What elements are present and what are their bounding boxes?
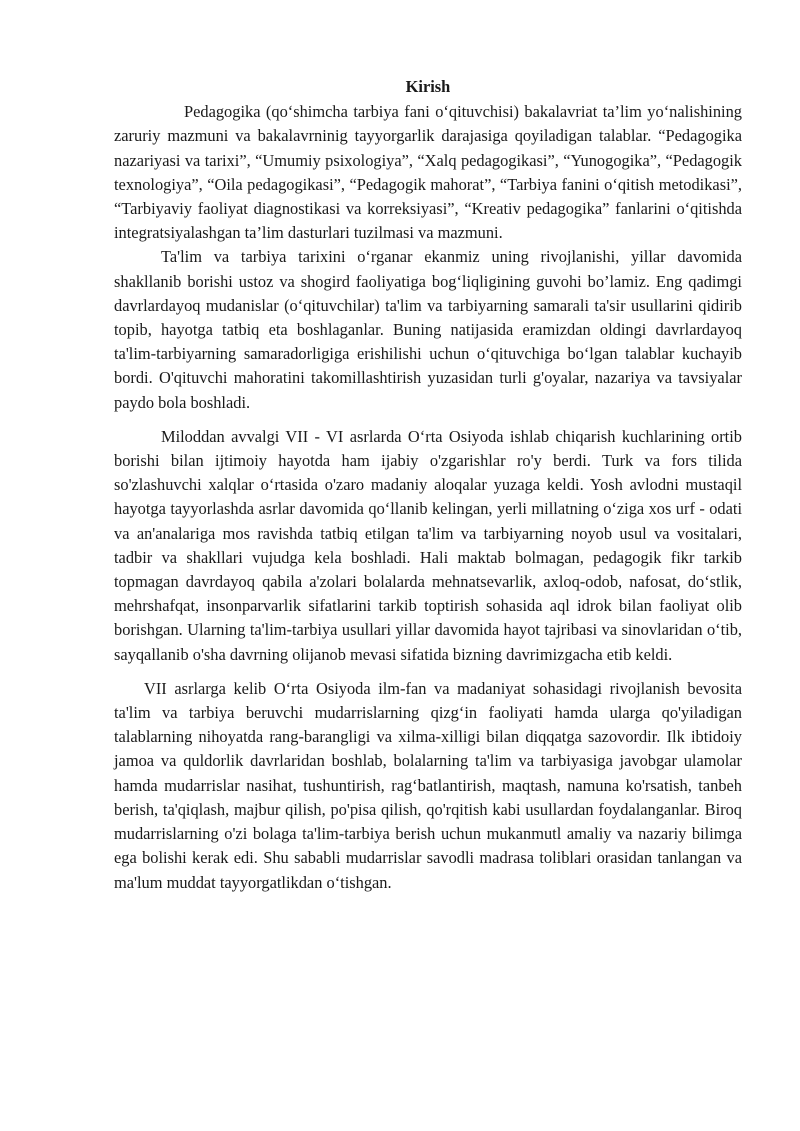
document-body: [114, 75, 742, 895]
paragraph-seventh-century: VII asrlarga kelib O‘rta Osiyoda ilm-fan va madaniyat sohasidagi rivojlanish bevosita ta'lim va tarbiya beruvchi mudarrislarning qizg‘in faoliyati hamda ularga qo'yiladigan talablarning nihoyatda rang-barangligi va xilma-xilligi bilan diqqatga sazovordir. Ilk ibtidoiy jamoa va quldorlik davrlaridan boshlab, bolalarning ta'lim va tarbiyasiga javobgar ulamolar hamda mudarrislar nasihat, tushuntirish, rag‘batlantirish, maqtash, namuna ko'rsatish, tanbeh berish, ta'qiqlash, majbur qilish, po'pisa qilish, qo'rqitish kabi usullardan foydalanganlar. Biroq mudarrislarning o'zi bolaga ta'lim-tarbiya berish uchun mukanmutl amaliy va nazariy bilimga ega bolishi kerak edi. Shu sababli mudarrislar savodli madrasa toliblari orasidan tanlangan va ma'lum muddat tayyorgatlikdan o‘tishgan.: [114, 678, 742, 892]
paragraph-intro: Pedagogika (qo‘shimcha tarbiya fani o‘qituvchisi) bakalavriat ta’lim yo‘nalishining zaruriy mazmuni va bakalavrninig tayyorgarlik darajasiga qoyiladigan talablar. “Pedagogika nazariyasi va tarixi”, “Umumiy psixologiya”, “Xalq pedagogikasi”, “Yunogogika”, “Pedagogik texnologiya”, “Oila pedagogikasi”, “Pedagogik mahorat”, “Tarbiya fanini o‘qitish metodikasi”, “Tarbiyaviy faoliyat diagnostikasi va korreksiyasi”, “Kreativ pedagogika” fanlarini o‘qitishda integratsiyalashgan ta’lim dasturlari tuzilmasi va mazmuni.: [114, 102, 742, 243]
paragraph-history: Ta'lim va tarbiya tarixini o‘rganar ekanmiz uning rivojlanishi, yillar davomida shakllanib borishi ustoz va shogird faoliyatiga bog‘liqligining guvohi bo’lamiz. Eng qadimgi davrlardayoq mudanislar (o‘qituvchilar) ta'lim va tarbiyarning samarali ta'sir usullarini qidirib topib, hayotga tatbiq eta boshlaganlar. Buning natijasida eramizdan oldingi davrlardayoq ta'lim-tarbiyarning samaradorligiga erishilishi uchun o‘qituvchiga bo‘lgan talablar kuchayib bordi. O'qituvchi mahoratini takomillashtirish yuzasidan turli g'oyalar, nazariya va tavsiyalar paydo bola boshladi.: [114, 247, 742, 412]
paragraph-ancient-era: Miloddan avvalgi VII - VI asrlarda O‘rta Osiyoda ishlab chiqarish kuchlarining ortib borishi bilan ijtimoiy hayotda ham ijabiy o'zgarishlar ro'y berdi. Turk va fors tilida so'zlashuvchi xalqlar o‘rtasida o'zaro madaniy aloqalar yuzaga keldi. Yosh avlodni mustaqil hayotga tayyorlashda asrlar davomida qo‘llanib kelingan, yerli millatning o‘ziga xos urf - odati va an'analariga mos ravishda tatbiq etilgan ta'lim va tarbiyarning noyob usul va vositalari, tadbir va shakllari vujudga kela boshladi. Hali maktab bolmagan, pedagogik fikr tarkib topmagan davrdayoq qabila a'zolari bolalarda mehnatsevarlik, axloq-odob, nafosat, do‘stlik, mehrshafqat, insonparvarlik sifatlarini tarkib toptirish sohasida aql idrok bilan faoliyat olib borishgan. Ularning ta'lim-tarbiya usullari yillar davomida hayot tajribasi va sinovlaridan o‘tib, sayqallanib o'sha davrning olijanob mevasi sifatida bizning davrimizgacha etib keldi.: [114, 426, 742, 664]
page-title: Kirish: [405, 77, 451, 96]
